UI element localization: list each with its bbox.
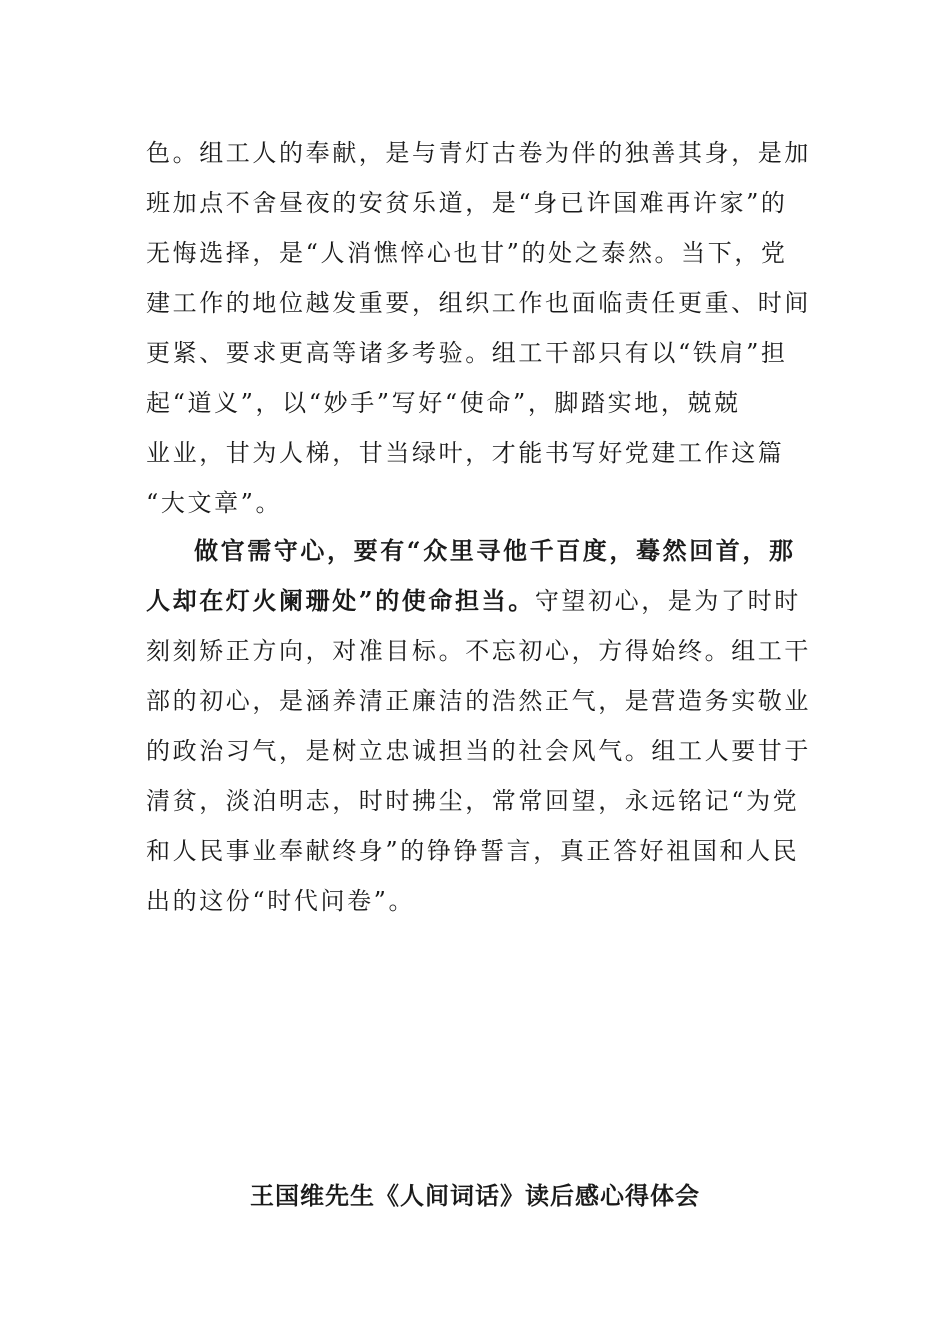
text-line: 清贫，淡泊明志，时时拂尘，常常回望，永远铭记“为党 (146, 787, 800, 815)
paragraph-lead-sentence: 做官需守心，要有“众里寻他千百度，蓦然回首，那 (194, 536, 796, 565)
text-line: 更紧、要求更高等诸多考验。组工干部只有以“铁肩”担 (146, 339, 788, 367)
text-line: 的政治习气，是树立忠诚担当的社会风气。组工人要甘于 (146, 737, 811, 765)
article-title: 王国维先生《人间词话》读后感心得体会 (250, 1182, 700, 1210)
text-line: 色。组工人的奉献，是与青灯古卷为伴的独善其身，是加 (146, 139, 811, 167)
text-line: 和人民事业奉献终身”的铮铮誓言，真正答好祖国和人民 (146, 837, 800, 865)
paragraph-keep-heart (146, 526, 811, 926)
text-line: “大文章”。 (146, 489, 283, 517)
text-line: 班加点不舍昼夜的安贫乐道，是“身已许国难再许家”的 (146, 189, 788, 217)
text-line (146, 576, 801, 626)
text-line: 建工作的地位越发重要，组织工作也面临责任更重、时间 (146, 289, 811, 317)
text-line: 无悔选择，是“人消憔悴心也甘”的处之泰然。当下，党 (146, 239, 788, 267)
paragraph-lead-sentence-end: 人却在灯火阑珊处”的使命担当。 (146, 586, 535, 615)
text-line: 出的这份“时代问卷”。 (146, 887, 416, 915)
text-segment: 守望初心，是为了时时 (534, 587, 801, 615)
text-line: 刻刻矫正方向，对准目标。不忘初心，方得始终。组工干 (146, 637, 811, 665)
text-line: 起“道义”，以“妙手”写好“使命”，脚踏实地，兢兢 (146, 389, 741, 417)
paragraph-continuation (146, 128, 811, 528)
text-line: 部的初心，是涵养清正廉洁的浩然正气，是营造务实敬业 (146, 687, 811, 715)
text-line: 业业，甘为人梯，甘当绿叶，才能书写好党建工作这篇 (146, 439, 785, 467)
